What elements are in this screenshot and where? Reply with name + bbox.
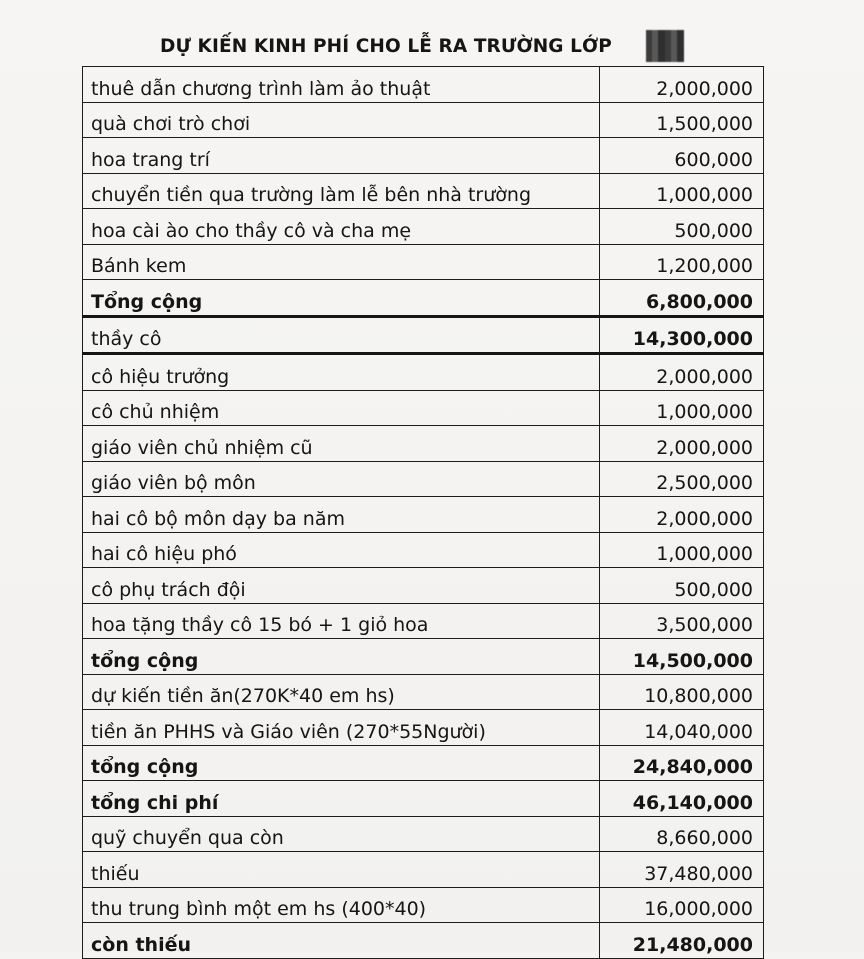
row-label: Tổng cộng (83, 280, 600, 317)
row-label: quà chơi trò chơi (83, 102, 600, 138)
row-label: tổng cộng (83, 639, 600, 675)
row-label: hai cô hiệu phó (83, 532, 600, 568)
table-row (83, 923, 764, 959)
table-row (83, 316, 764, 354)
row-amount: 1,200,000 (600, 244, 764, 280)
table-row (83, 497, 764, 533)
table-row (83, 102, 764, 138)
row-label: cô hiệu trưởng (83, 354, 600, 391)
row-label: hoa trang trí (83, 138, 600, 174)
row-label: tổng chi phí (83, 781, 600, 817)
row-label: hai cô bộ môn dạy ba năm (83, 497, 600, 533)
row-label: giáo viên bộ môn (83, 461, 600, 497)
row-label: tiền ăn PHHS và Giáo viên (270*55Người) (83, 710, 600, 746)
table-row (83, 209, 764, 245)
table-row (83, 461, 764, 497)
row-label: hoa cài ào cho thầy cô và cha mẹ (83, 209, 600, 245)
row-amount: 2,000,000 (600, 426, 764, 462)
table-row (83, 887, 764, 923)
row-amount: 14,040,000 (600, 710, 764, 746)
row-amount: 500,000 (600, 568, 764, 604)
row-amount: 8,660,000 (600, 816, 764, 852)
table-row (83, 426, 764, 462)
row-label: còn thiếu (83, 923, 600, 959)
table-row (83, 781, 764, 817)
table-row (83, 852, 764, 888)
table-row (83, 390, 764, 426)
table-row (83, 710, 764, 746)
row-amount: 10,800,000 (600, 674, 764, 710)
row-label: thuê dẫn chương trình làm ảo thuật (83, 67, 600, 103)
row-amount: 500,000 (600, 209, 764, 245)
row-amount: 6,800,000 (600, 280, 764, 317)
document-title: DỰ KIẾN KINH PHÍ CHO LỄ RA TRƯỜNG LỚP (160, 36, 612, 57)
table-row (83, 639, 764, 675)
row-amount: 1,000,000 (600, 173, 764, 209)
row-label: tổng cộng (83, 745, 600, 781)
row-label: chuyển tiền qua trường làm lễ bên nhà trường (83, 173, 600, 209)
row-label: thiếu (83, 852, 600, 888)
table-row (83, 173, 764, 209)
table-row (83, 280, 764, 317)
row-label: cô chủ nhiệm (83, 390, 600, 426)
table-row (83, 816, 764, 852)
row-amount: 21,480,000 (600, 923, 764, 959)
row-label: quỹ chuyển qua còn (83, 816, 600, 852)
row-amount: 24,840,000 (600, 745, 764, 781)
row-amount: 16,000,000 (600, 887, 764, 923)
budget-table (82, 66, 764, 959)
row-amount: 3,500,000 (600, 603, 764, 639)
row-label: thu trung bình một em hs (400*40) (83, 887, 600, 923)
row-amount: 1,000,000 (600, 532, 764, 568)
table-row (83, 532, 764, 568)
table-row (83, 568, 764, 604)
row-amount: 600,000 (600, 138, 764, 174)
redaction-block (646, 30, 684, 62)
row-amount: 2,000,000 (600, 497, 764, 533)
table-row (83, 674, 764, 710)
row-label: thầy cô (83, 316, 600, 354)
row-label: hoa tặng thầy cô 15 bó + 1 giỏ hoa (83, 603, 600, 639)
row-amount: 2,500,000 (600, 461, 764, 497)
row-amount: 1,500,000 (600, 102, 764, 138)
row-amount: 37,480,000 (600, 852, 764, 888)
row-amount: 2,000,000 (600, 67, 764, 103)
row-label: cô phụ trách đội (83, 568, 600, 604)
row-amount: 1,000,000 (600, 390, 764, 426)
table-row (83, 244, 764, 280)
table-row (83, 67, 764, 103)
row-amount: 2,000,000 (600, 354, 764, 391)
row-amount: 14,500,000 (600, 639, 764, 675)
table-row (83, 354, 764, 391)
row-label: dự kiến tiền ăn(270K*40 em hs) (83, 674, 600, 710)
table-row (83, 745, 764, 781)
row-label: Bánh kem (83, 244, 600, 280)
table-row (83, 603, 764, 639)
row-amount: 46,140,000 (600, 781, 764, 817)
row-label: giáo viên chủ nhiệm cũ (83, 426, 600, 462)
table-row (83, 138, 764, 174)
row-amount: 14,300,000 (600, 316, 764, 354)
